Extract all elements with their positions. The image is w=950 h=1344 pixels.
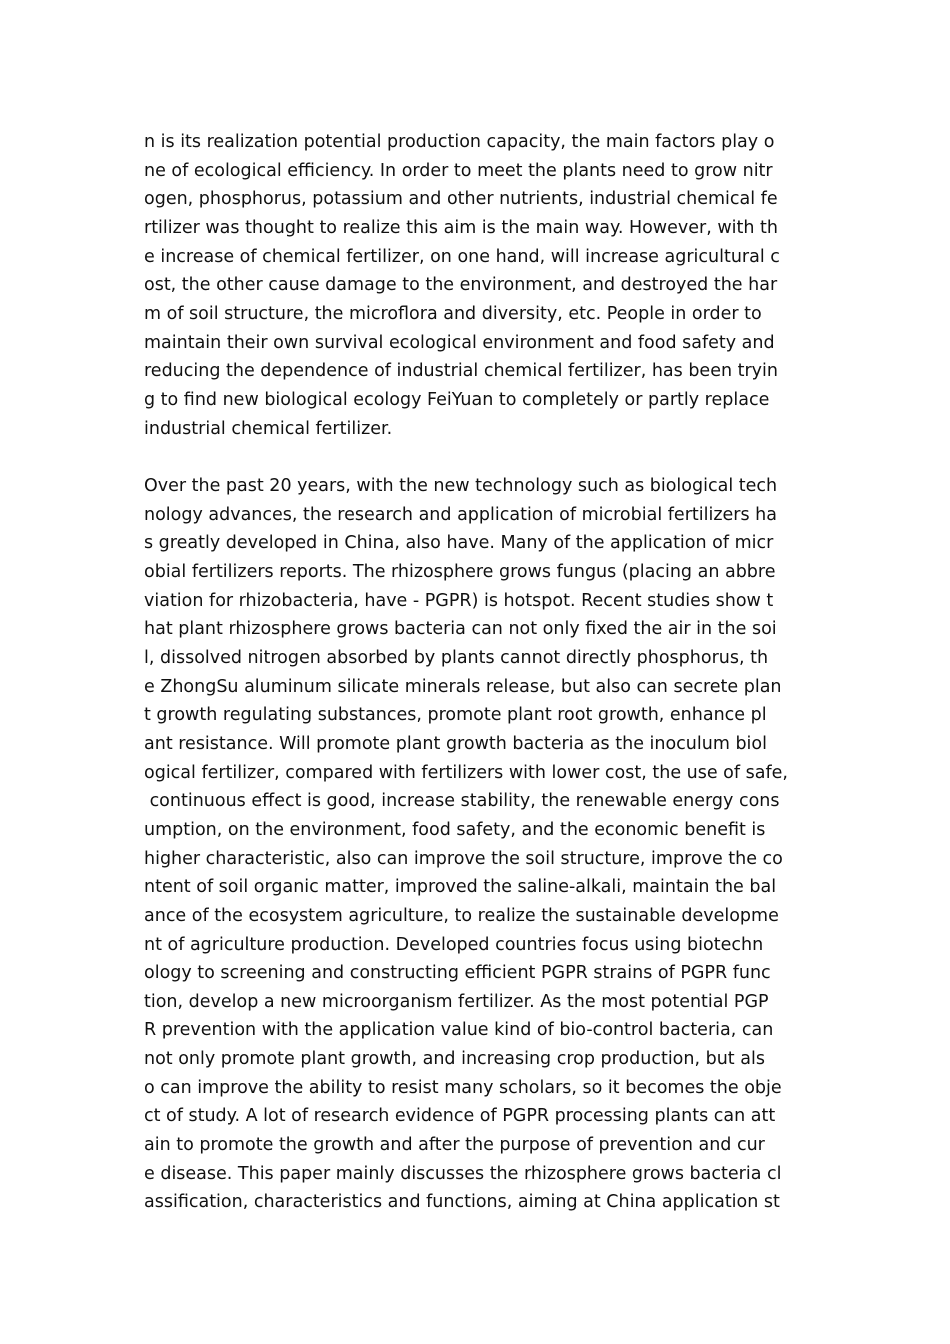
text-line: ain to promote the growth and after the purpose of prevention and cur: [144, 1135, 765, 1156]
text-line: e increase of chemical fertilizer, on one hand, will increase agricultural c: [144, 246, 780, 267]
text-line: o can improve the ability to resist many scholars, so it becomes the obje: [144, 1077, 782, 1098]
text-line: reducing the dependence of industrial chemical fertilizer, has been tryin: [144, 361, 778, 382]
text-line: R prevention with the application value kind of bio-control bacteria, can: [144, 1020, 774, 1041]
text-line: ost, the other cause damage to the environment, and destroyed the har: [144, 275, 778, 296]
text-line: ntent of soil organic matter, improved the saline-alkali, maintain the bal: [144, 877, 777, 898]
text-line: not only promote plant growth, and increasing crop production, but als: [144, 1049, 765, 1070]
text-line: nology advances, the research and application of microbial fertilizers ha: [144, 504, 777, 525]
text-line: ant resistance. Will promote plant growth bacteria as the inoculum biol: [144, 733, 767, 754]
text-line: rtilizer was thought to realize this aim is the main way. However, with th: [144, 217, 778, 238]
text-line: e ZhongSu aluminum silicate minerals release, but also can secrete plan: [144, 676, 782, 697]
text-line: Over the past 20 years, with the new technology such as biological tech: [144, 476, 778, 496]
paragraph-pgpr-research: [144, 472, 814, 1217]
text-line: industrial chemical fertilizer.: [144, 418, 393, 439]
text-line: higher characteristic, also can improve the soil structure, improve the co: [144, 848, 783, 869]
text-line: g to find new biological ecology FeiYuan to completely or partly replace: [144, 389, 770, 410]
text-line: obial fertilizers reports. The rhizosphere grows fungus (placing an abbre: [144, 561, 776, 582]
text-line: assification, characteristics and functions, aiming at China application st: [144, 1192, 780, 1213]
text-line: ance of the ecosystem agriculture, to realize the sustainable developme: [144, 905, 779, 926]
text-line: viation for rhizobacteria, have - PGPR) is hotspot. Recent studies show t: [144, 590, 774, 611]
text-line: hat plant rhizosphere grows bacteria can not only fixed the air in the soi: [144, 619, 777, 640]
text-line: ne of ecological efficiency. In order to meet the plants need to grow nitr: [144, 160, 773, 181]
text-line: ct of study. A lot of research evidence of PGPR processing plants can att: [144, 1106, 776, 1127]
text-line: umption, on the environment, food safety, and the economic benefit is: [144, 819, 766, 840]
text-line: s greatly developed in China, also have. Many of the application of micr: [144, 533, 774, 554]
text-line: maintain their own survival ecological environment and food safety and: [144, 332, 775, 353]
text-line: ology to screening and constructing efficient PGPR strains of PGPR func: [144, 963, 771, 984]
text-line: m of soil structure, the microflora and diversity, etc. People in order to: [144, 303, 762, 324]
text-line: l, dissolved nitrogen absorbed by plants cannot directly phosphorus, th: [144, 647, 769, 668]
text-line: tion, develop a new microorganism fertilizer. As the most potential PGP: [144, 991, 769, 1012]
text-line: e disease. This paper mainly discusses the rhizosphere grows bacteria cl: [144, 1163, 782, 1184]
text-line: n is its realization potential production capacity, the main factors play o: [144, 132, 775, 152]
text-line: ogical fertilizer, compared with fertilizers with lower cost, the use of safe,: [144, 762, 788, 783]
text-line: t growth regulating substances, promote plant root growth, enhance pl: [144, 705, 767, 726]
text-line: ogen, phosphorus, potassium and other nutrients, industrial chemical fe: [144, 189, 778, 210]
paragraph-fertilizer-intro: [144, 128, 814, 443]
text-line: continuous effect is good, increase stability, the renewable energy cons: [144, 791, 780, 812]
text-line: nt of agriculture production. Developed countries focus using biotechn: [144, 934, 764, 955]
